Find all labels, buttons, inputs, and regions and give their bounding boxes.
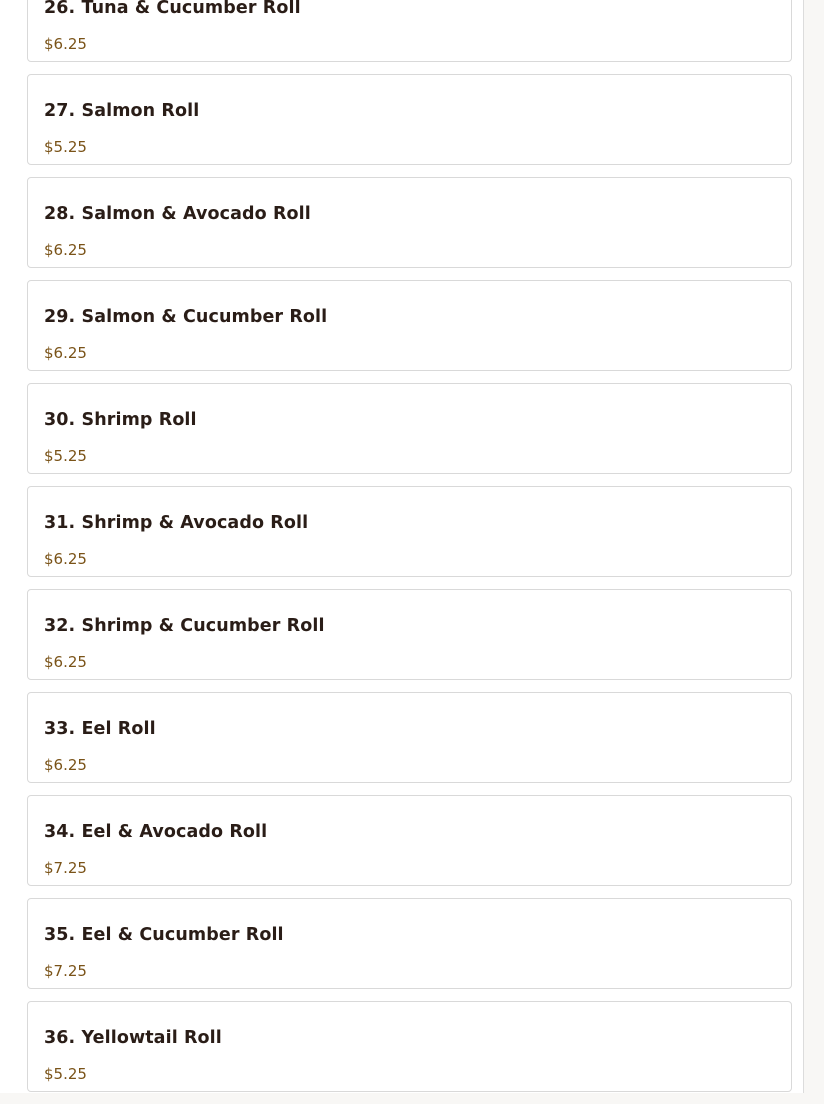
menu-item-list <box>27 0 792 1104</box>
menu-item-name: 36. Yellowtail Roll <box>44 1028 222 1048</box>
menu-item-name: 34. Eel & Avocado Roll <box>44 822 268 842</box>
menu-item-price: $6.25 <box>44 344 87 362</box>
menu-item-card[interactable] <box>27 74 792 165</box>
menu-item-price: $6.25 <box>44 653 87 671</box>
menu-item-price: $5.25 <box>44 447 87 465</box>
menu-item-name: 35. Eel & Cucumber Roll <box>44 925 284 945</box>
menu-item-price: $6.25 <box>44 756 87 774</box>
menu-item-card[interactable] <box>27 177 792 268</box>
menu-item-card[interactable] <box>27 589 792 680</box>
menu-item-price: $6.25 <box>44 550 87 568</box>
menu-item-price: $7.25 <box>44 859 87 877</box>
menu-item-card[interactable] <box>27 0 792 62</box>
menu-item-price: $7.25 <box>44 962 87 980</box>
menu-item-card[interactable] <box>27 692 792 783</box>
menu-item-card[interactable] <box>27 280 792 371</box>
menu-item-name: 26. Tuna & Cucumber Roll <box>44 0 301 18</box>
menu-item-name: 32. Shrimp & Cucumber Roll <box>44 616 325 636</box>
menu-item-name: 29. Salmon & Cucumber Roll <box>44 307 328 327</box>
menu-item-name: 28. Salmon & Avocado Roll <box>44 204 311 224</box>
menu-item-card[interactable] <box>27 383 792 474</box>
menu-item-card[interactable] <box>27 1001 792 1092</box>
menu-item-price: $6.25 <box>44 241 87 259</box>
menu-item-price: $5.25 <box>44 138 87 156</box>
menu-item-card[interactable] <box>27 898 792 989</box>
menu-item-card[interactable] <box>27 486 792 577</box>
menu-item-name: 27. Salmon Roll <box>44 101 200 121</box>
menu-item-name: 30. Shrimp Roll <box>44 410 197 430</box>
menu-item-name: 31. Shrimp & Avocado Roll <box>44 513 309 533</box>
menu-item-name: 33. Eel Roll <box>44 719 156 739</box>
menu-item-card[interactable] <box>27 795 792 886</box>
menu-item-price: $6.25 <box>44 35 87 53</box>
menu-item-price: $5.25 <box>44 1065 87 1083</box>
